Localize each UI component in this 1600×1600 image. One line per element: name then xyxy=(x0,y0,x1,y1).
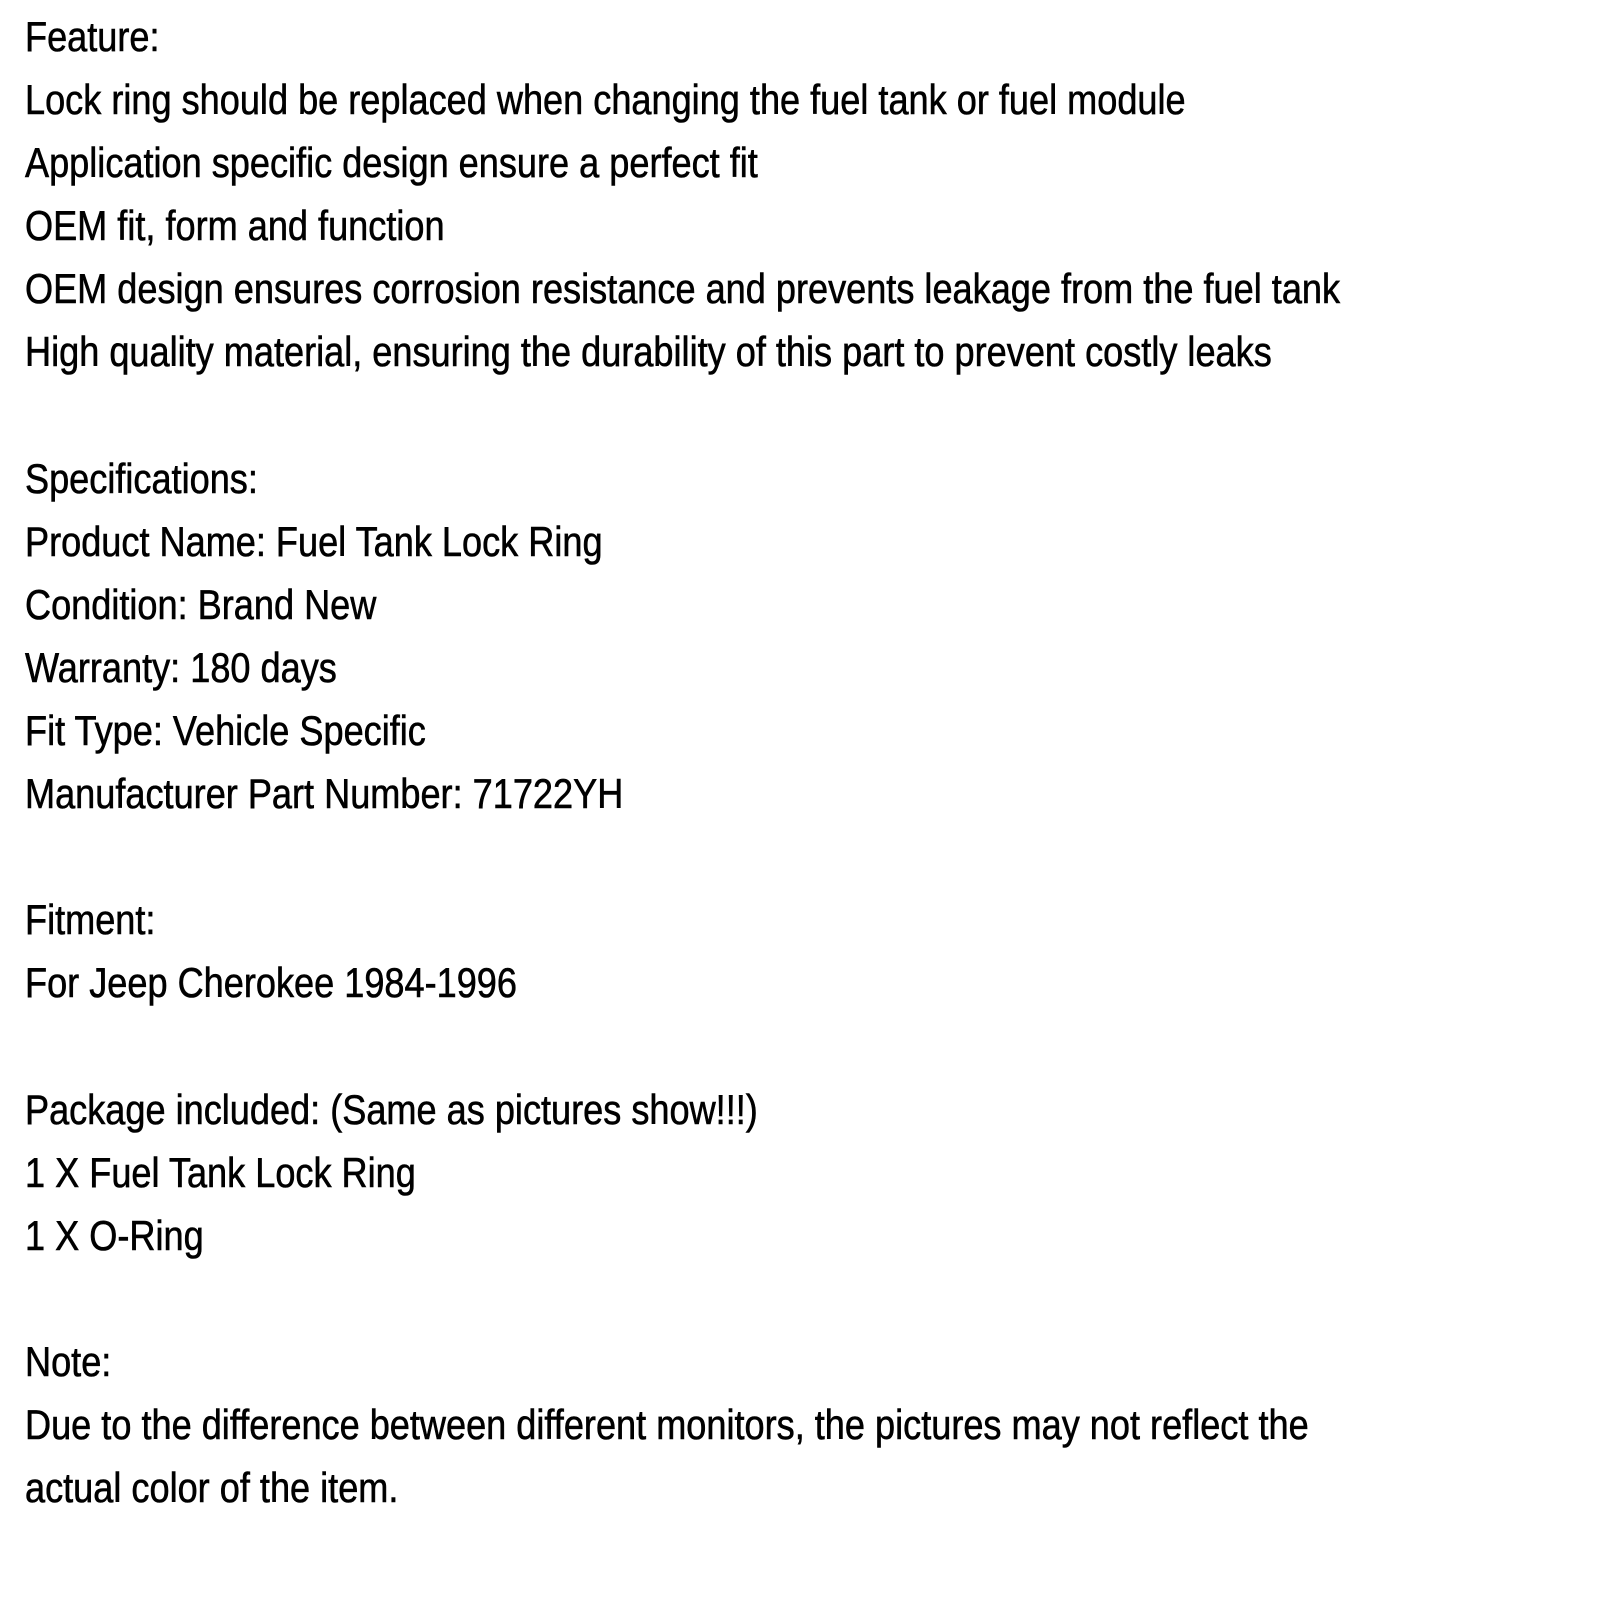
text-line-specifications: Condition: Brand New xyxy=(25,580,377,628)
text-line-specifications: Manufacturer Part Number: 71722YH xyxy=(25,770,624,818)
text-line-fitment: For Jeep Cherokee 1984-1996 xyxy=(25,959,517,1007)
text-line-package-included: 1 X O-Ring xyxy=(25,1211,204,1259)
section-heading-note: Note: xyxy=(25,1337,112,1385)
blank-line xyxy=(25,825,1367,888)
text-line-feature: Lock ring should be replaced when changing the fuel tank or fuel module xyxy=(25,76,1186,124)
product-description-text xyxy=(25,5,1367,1519)
product-description-page xyxy=(25,5,1585,1519)
blank-line xyxy=(25,1267,1367,1330)
section-heading-fitment: Fitment: xyxy=(25,896,156,944)
text-line-feature: Application specific design ensure a perfect fit xyxy=(25,139,758,187)
text-line-specifications: Warranty: 180 days xyxy=(25,643,337,691)
text-line-note: actual color of the item. xyxy=(25,1464,399,1512)
section-heading-feature: Feature: xyxy=(25,13,160,60)
text-line-feature: High quality material, ensuring the durability of this part to prevent costly leaks xyxy=(25,328,1272,376)
section-heading-package-included: Package included: (Same as pictures show!!!) xyxy=(25,1085,758,1133)
text-line-specifications: Fit Type: Vehicle Specific xyxy=(25,707,426,755)
blank-line xyxy=(25,384,1367,447)
text-line-package-included: 1 X Fuel Tank Lock Ring xyxy=(25,1148,416,1196)
text-line-feature: OEM design ensures corrosion resistance and prevents leakage from the fuel tank xyxy=(25,265,1341,313)
text-line-note: Due to the difference between different monitors, the pictures may not reflect the xyxy=(25,1401,1309,1449)
blank-line xyxy=(25,1015,1367,1078)
text-line-specifications: Product Name: Fuel Tank Lock Ring xyxy=(25,517,603,565)
text-line-feature: OEM fit, form and function xyxy=(25,202,445,250)
section-heading-specifications: Specifications: xyxy=(25,454,258,502)
